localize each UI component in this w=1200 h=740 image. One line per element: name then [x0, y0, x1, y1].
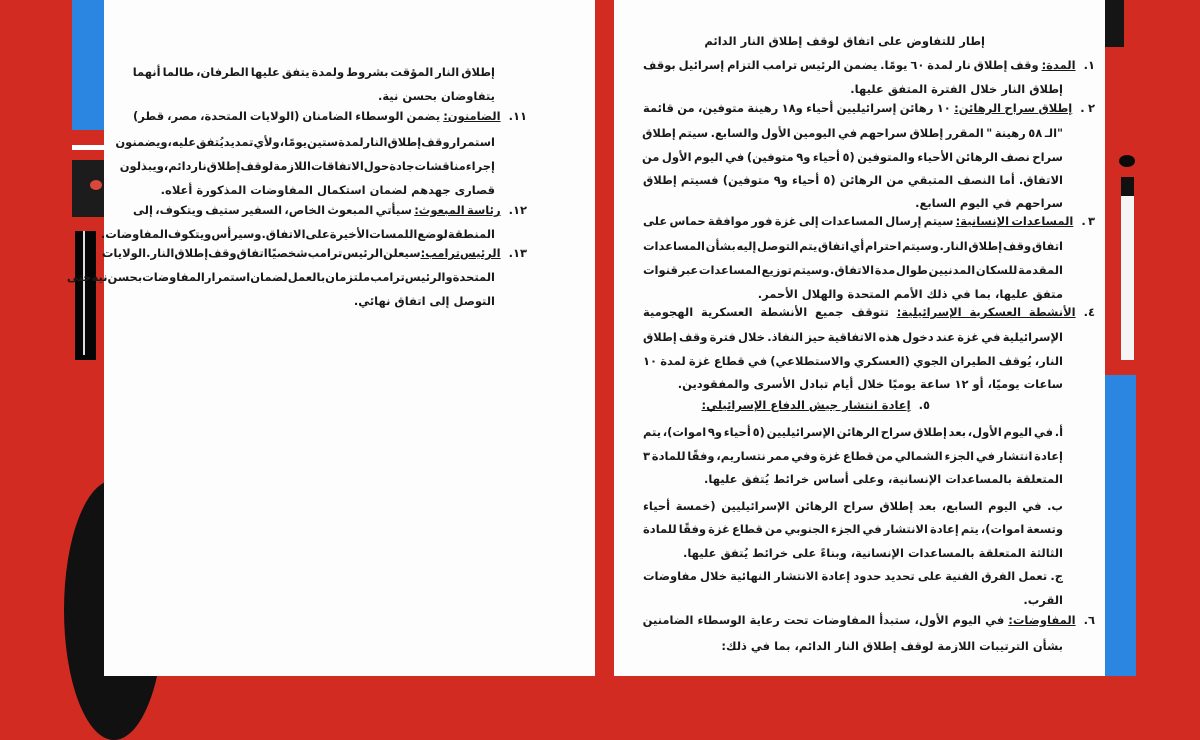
text-line: سيتم إرسال المساعدات إلى غزة فور موافقة حماس على	[643, 214, 954, 228]
clause-5	[701, 397, 930, 413]
text-line: اتفاق وقف إطلاق النار. وسيتم احترام أي اتفاق يتم التوصل إليه بشأن المساعدات	[643, 239, 1063, 253]
clause-13	[101, 245, 527, 261]
text-line: الثالثة المتعلقة بالمساعدات الإنسانية، وبناءً على خرائط يُتفق عليها.	[682, 546, 1063, 560]
text-line: إجراء مناقشات جادة حول الاتفاقات اللازمة لوقف إطلاق نار دائم، ويبذلون	[119, 159, 495, 173]
text-line: سيأتي المبعوث الخاص، السفير ستيف ويتكوف، إلى	[133, 203, 412, 217]
document-page-left	[66, 0, 595, 676]
clause-number: ١٢.	[508, 203, 527, 217]
clause-number: ٥.	[918, 398, 930, 412]
black-dot-right	[1119, 155, 1135, 167]
text-line: سراح نصف الرهائن الأحياء والمتوفين (٥ أحياء و٩ متوفين) في اليوم الأول من	[641, 150, 1063, 164]
text-line: قصارى جهدهم لضمان استكمال المفاوضات المذكورة أعلاه.	[160, 183, 495, 197]
text-line: في اليوم الأول، ستبدأ المفاوضات تحت رعاية الوسطاء الضامنين	[642, 613, 1005, 627]
text-line: الإسرائيلية في غزة عند دخول هذه الاتفاقية حيز النفاذ. خلال فترة وقف إطلاق	[643, 330, 1063, 344]
text-line: ١٠ رهائن إسرائيليين أحياء و١٨ رهينة متوفين، من قائمة	[643, 101, 951, 115]
text-line: القرب.	[1023, 593, 1063, 607]
clause-number: ٦.	[1083, 613, 1095, 627]
text-line: سراحهم في اليوم السابع.	[915, 196, 1063, 210]
text-line: الاتفاق. أما النصف المتبقي من الرهائن (٥ أحياء و٩ متوفين) فسيتم إطلاق	[643, 173, 1063, 187]
text-line: النار، يُوقف الطيران الجوي (العسكري والاستطلاعي) في قطاع غزة لمدة ١٠	[643, 354, 1063, 368]
text-line: المتحدة والرئيس ترامب ملتزمان بالعمل لضمان استمرار المفاوضات بحسن نية حتى	[66, 270, 495, 284]
clause-number: ١.	[1083, 58, 1095, 72]
text-line: إعادة انتشار في الجزء الشمالي من قطاع غزة وفي ممر نتساريم، وفقًا للمادة ٣	[643, 449, 1063, 463]
clause-label: المساعدات الإنسانية:	[955, 214, 1074, 228]
text-line: في اليوم السابع، بعد إطلاق سراح الرهائن الإسرائيليين (خمسة أحياء	[643, 499, 1042, 513]
clause-number: ٣ .	[1081, 214, 1095, 228]
clause-label: الرئيس ترامب:	[420, 246, 501, 260]
clause-label: الضامنون:	[443, 109, 501, 123]
clause-number: ١١.	[508, 109, 527, 123]
blue-stripe-left	[72, 0, 104, 130]
text-line: "الـ ٥٨ رهينة " المقرر إطلاق سراحهم في اليومين الأول والسابع. سيتم إطلاق	[642, 126, 1063, 140]
clause-label: إعادة انتشار جيش الدفاع الإسرائيلي:	[701, 398, 911, 412]
text-line: إطلاق النار خلال الفترة المتفق عليها.	[850, 82, 1063, 96]
clause-5a	[643, 424, 1063, 440]
text-line: المتعلقة بالمساعدات الإنسانية، وعلى أساس خرائط يُتفق عليها.	[704, 472, 1063, 486]
text-line: إطلاق النار المؤقت بشروط ولمدة يتفق عليها الطرفان، طالما أنهما	[132, 65, 495, 79]
clause-11	[133, 108, 527, 124]
clause-number: ب.	[1047, 499, 1063, 513]
clause-number: ١٣ .	[508, 246, 527, 260]
page-title: إطار للتفاوض على اتفاق لوقف إطلاق النار الدائم	[704, 34, 985, 48]
black-white-stripe-right	[1121, 177, 1134, 360]
text-line: المنطقة لوضع اللمسات الأخيرة على الاتفاق. وسيرأس ويتكوف المفاوضات.	[100, 227, 495, 241]
text-line: التوصل إلى اتفاق نهائي.	[353, 294, 495, 308]
clause-number: أ.	[1054, 425, 1064, 439]
text-line: يضمن الوسطاء الضامنان (الولايات المتحدة، مصر، قطر)	[133, 109, 441, 123]
clause-label: المدة:	[1041, 58, 1076, 72]
text-line: تتوقف جميع الأنشطة العسكرية الهجومية	[643, 305, 889, 319]
text-line: ساعات يوميًا، أو ١٢ ساعة يوميًا خلال أيام تبادل الأسرى والمفقودين.	[677, 377, 1063, 391]
black-block-right	[1105, 0, 1124, 47]
clause-5b	[643, 498, 1063, 514]
black-block-left	[72, 160, 104, 217]
text-line: يتفاوضان بحسن نية.	[377, 89, 495, 103]
clause-2	[643, 100, 1095, 116]
blue-stripe-right	[1105, 375, 1136, 676]
clause-number: ٤.	[1083, 305, 1095, 319]
text-line: استمرار وقف إطلاق النار لمدة ستين يومًا، ولأي تمديد يُتفق عليه، ويضمنون	[115, 135, 495, 149]
clause-5c	[643, 568, 1063, 584]
text-line: وقف إطلاق نار لمدة ٦٠ يومًا. يضمن الرئيس ترامب التزام إسرائيل بوقف	[643, 58, 1039, 72]
text-line: المقدمة للسكان المدنيين طوال مدة الاتفاق. وسيتم توزيع المساعدات عبر قنوات	[643, 263, 1063, 277]
clause-label: الأنشطة العسكرية الإسرائيلية:	[896, 305, 1076, 319]
text-line: سيعلن الرئيس ترامب شخصيًا اتفاق وقف إطلاق النار. الولايات	[101, 246, 421, 260]
text-line: في اليوم الأول، بعد إطلاق سراح الرهائن الإسرائيليين (٥ أحياء و٩ اموات)، يتم	[643, 425, 1053, 439]
clause-number: ٢ .	[1080, 101, 1096, 115]
text-line: تعمل الفرق الفنية على تحديد حدود إعادة الانتشار النهائية خلال مفاوضات	[643, 569, 1048, 583]
text-line: وتسعة اموات)، يتم إعادة الانتشار في الجزء الجنوبي من قطاع غزة وفقًا للمادة	[643, 522, 1063, 536]
clause-label: رئاسة المبعوث:	[414, 203, 501, 217]
clause-3	[643, 213, 1095, 229]
white-bar-left	[72, 145, 104, 150]
clause-12	[133, 202, 527, 218]
clause-6	[643, 612, 1095, 628]
black-stripe-left	[75, 231, 96, 360]
clause-label: المفاوضات:	[1008, 613, 1076, 627]
text-line: متفق عليها، بما في ذلك الأمم المتحدة والهلال الأحمر.	[757, 287, 1063, 301]
white-line	[83, 231, 85, 355]
clause-4	[643, 304, 1095, 320]
clause-1	[643, 57, 1095, 73]
document-page-right	[614, 0, 1105, 676]
clause-label: إطلاق سراح الرهائن:	[954, 101, 1073, 115]
red-dot	[90, 180, 102, 190]
text-line: بشأن الترتيبات اللازمة لوقف إطلاق النار الدائم، بما في ذلك:	[721, 639, 1063, 653]
clause-number: ج.	[1050, 569, 1063, 583]
